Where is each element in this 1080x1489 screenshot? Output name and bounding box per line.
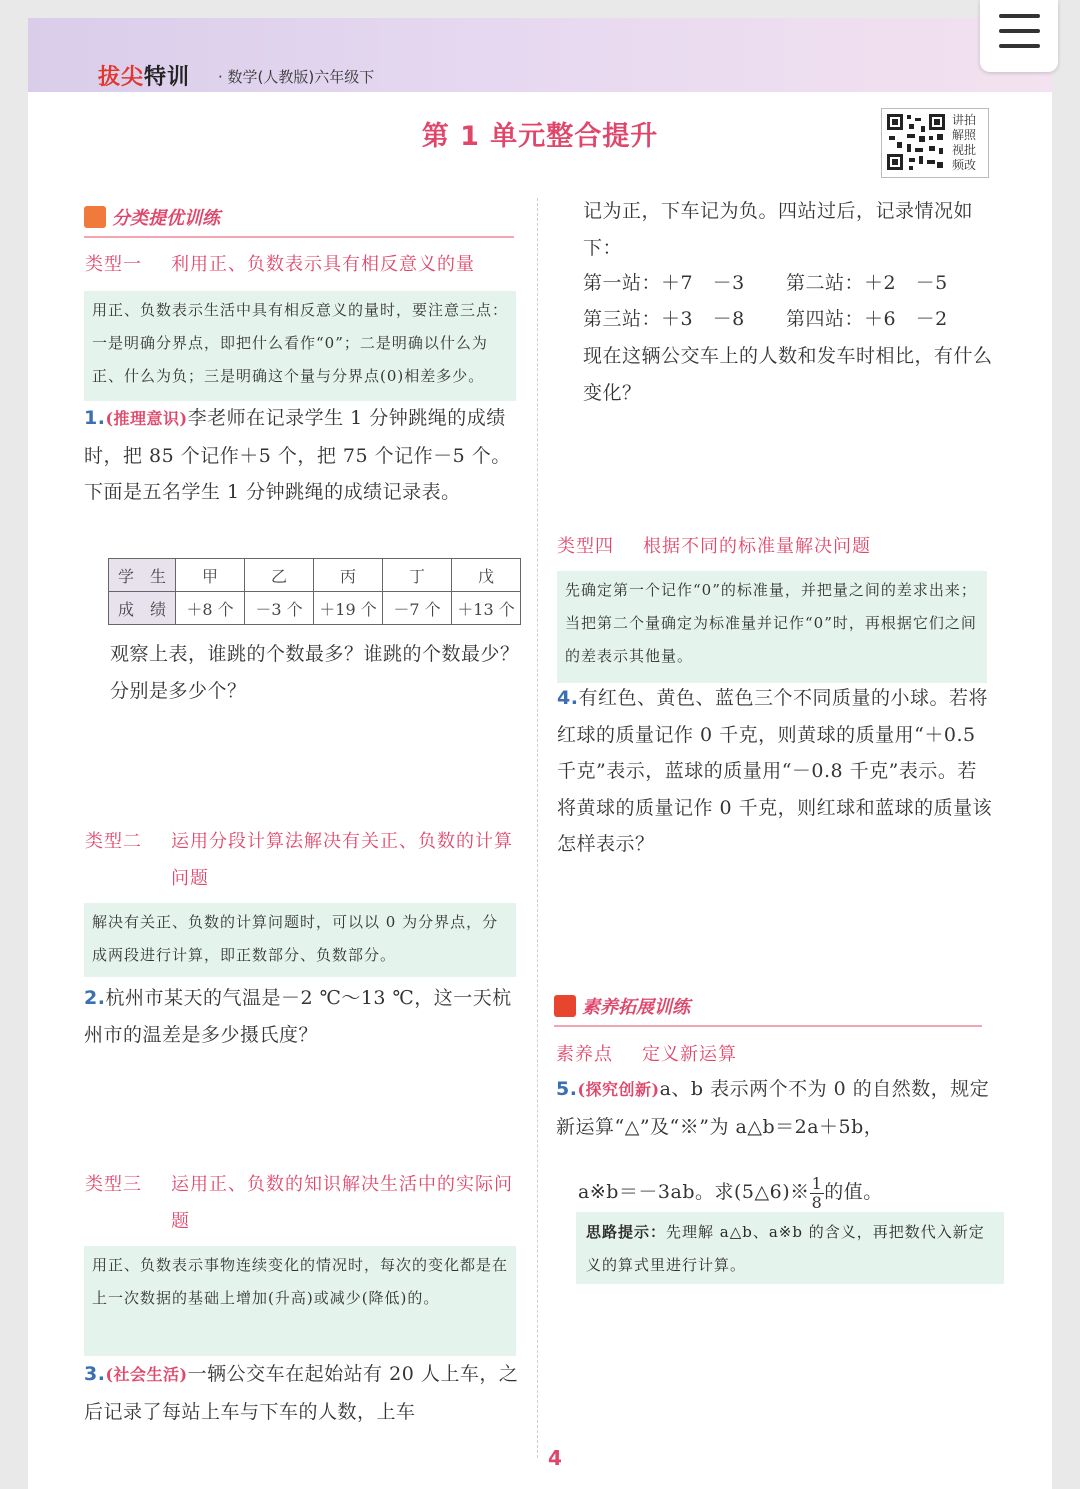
brand-logo: [98, 60, 190, 91]
question-number: 5.: [556, 1078, 578, 1100]
question-text: 杭州市某天的气温是－2 ℃～13 ℃，这一天杭州市的温差是多少摄氏度？: [84, 987, 512, 1046]
question-number: 3.: [84, 1363, 106, 1385]
question-1: [84, 400, 520, 511]
type-label: 类型四: [557, 536, 614, 557]
type-label: 类型三: [85, 1174, 142, 1195]
fraction: [810, 1175, 825, 1212]
literacy-point-header: [556, 1036, 996, 1073]
question-number: 4.: [557, 687, 579, 709]
section-label: 分类提优训练: [112, 208, 220, 229]
table-cell: 甲: [176, 559, 245, 592]
type-two-header: [85, 823, 525, 897]
question-text: 有红色、黄色、蓝色三个不同质量的小球。若将红球的质量记作 0 千克，则黄球的质量用“＋0.5 千克”表示，蓝球的质量用“－0.8 千克”表示。若将黄球的质量记作 0 千克，则红球和蓝球的质量该怎样表示？: [557, 687, 993, 855]
formula-text: a※b＝－3ab。求(5△6)※: [578, 1181, 810, 1203]
score-table: [108, 558, 521, 625]
fraction-numerator: 1: [811, 1173, 823, 1193]
table-cell: ＋13 个: [452, 592, 521, 625]
column-divider: [537, 198, 538, 1458]
question-2: [84, 980, 520, 1053]
section-header-extension: [554, 993, 982, 1027]
qr-caption-line: 视批: [952, 143, 977, 157]
hint-label: 思路提示：: [586, 1223, 667, 1241]
question-text: a、b 表示两个不为 0 的自然数，规定新运算“△”及“※”为 a△b＝2a＋5b，: [556, 1078, 990, 1138]
table-cell: 乙: [245, 559, 314, 592]
point-content: 定义新运算: [642, 1044, 737, 1065]
type-label: 类型一: [85, 254, 142, 275]
qr-caption-line: 频改: [952, 158, 977, 172]
station-4: 第四站：＋6 －2: [786, 308, 948, 330]
station-2: 第二站：＋2 －5: [786, 272, 948, 294]
table-cell: －3 个: [245, 592, 314, 625]
table-cell: 戊: [452, 559, 521, 592]
point-label: 素养点: [556, 1044, 613, 1065]
type-three-header: [85, 1166, 525, 1240]
qr-caption: [952, 113, 986, 173]
type-label: 类型二: [85, 831, 142, 852]
question-5: [556, 1071, 992, 1145]
table-header-cell: 成 绩: [109, 592, 176, 625]
station-1: 第一站：＋7 －3: [583, 272, 745, 294]
table-cell: ＋19 个: [314, 592, 383, 625]
qr-caption-line: 解照: [952, 128, 977, 142]
brand-black-text: 特训: [144, 65, 191, 90]
question-text: 一辆公交车在起始站有 20 人上车，之后记录了每站上车与下车的人数，上车: [84, 1363, 519, 1423]
formula-text: 的值。: [824, 1181, 883, 1203]
section-label: 素养拓展训练: [582, 997, 690, 1018]
question-number: 1.: [84, 407, 106, 429]
question-tag: (探究创新): [577, 1080, 660, 1099]
type-content: 利用正、负数表示具有相反意义的量: [171, 254, 475, 275]
qr-code-icon: [885, 112, 947, 172]
hint-text: 先理解 a△b、a※b 的含义，再把数代入新定义的算式里进行计算。: [586, 1223, 985, 1274]
type-two-tip: 解决有关正、负数的计算问题时，可以以 0 为分界点，分成两段进行计算，即正数部分、负数部分。: [84, 903, 516, 977]
qr-code[interactable]: [881, 108, 989, 178]
table-header-cell: 学 生: [109, 559, 176, 592]
question-tag: (社会生活): [105, 1365, 188, 1384]
table-row: [109, 559, 521, 592]
station-3: 第三站：＋3 －8: [583, 308, 745, 330]
type-one-header: [85, 246, 525, 283]
question-3-ask: 现在这辆公交车上的人数和发车时相比，有什么变化？: [583, 345, 993, 404]
book-subtitle: · 数学(人教版)六年级下: [218, 68, 375, 86]
type-four-header: [557, 528, 997, 565]
section-header-training: [84, 204, 514, 238]
table-cell: 丙: [314, 559, 383, 592]
document-page: [28, 18, 1052, 1489]
question-1-ask: 观察上表，谁跳的个数最多？谁跳的个数最少？分别是多少个？: [110, 643, 520, 702]
page-title: 第 1 单元整合提升: [421, 121, 659, 152]
table-row: [109, 592, 521, 625]
table-cell: －7 个: [383, 592, 452, 625]
section-icon: [84, 206, 106, 228]
type-four-tip: 先确定第一个记作“0”的标准量，并把量之间的差求出来；当把第二个量确定为标准量并记作“0”时，再根据它们之间的差表示其他量。: [557, 571, 987, 683]
type-content: 运用正、负数的知识解决生活中的实际问题: [171, 1174, 513, 1232]
menu-icon-bar: [999, 44, 1040, 48]
type-content: 根据不同的标准量解决问题: [643, 536, 871, 557]
question-text: 李老师在记录学生 1 分钟跳绳的成绩时，把 85 个记作＋5 个，把 75 个记作－5 个。下面是五名学生 1 分钟跳绳的成绩记录表。: [84, 407, 511, 503]
qr-caption-line: 讲拍: [952, 113, 977, 127]
menu-button[interactable]: [980, 0, 1058, 72]
table-cell: ＋8 个: [176, 592, 245, 625]
menu-icon-bar: [999, 14, 1040, 18]
hint-box: [576, 1212, 1004, 1284]
table-cell: 丁: [383, 559, 452, 592]
question-4: [557, 680, 993, 863]
question-number: 2.: [84, 987, 106, 1009]
menu-icon-bar: [999, 29, 1040, 33]
fraction-denominator: 8: [811, 1192, 823, 1212]
section-icon: [554, 995, 576, 1017]
type-one-tip: 用正、负数表示生活中具有相反意义的量时，要注意三点：一是明确分界点，即把什么看作“0”；二是明确以什么为正、什么为负；三是明确这个量与分界点(0)相差多少。: [84, 291, 516, 401]
brand-red-text: 拔尖: [98, 65, 145, 90]
type-content: 运用分段计算法解决有关正、负数的计算问题: [171, 831, 513, 889]
question-5-formula: [578, 1168, 992, 1216]
question-3: [84, 1356, 520, 1430]
type-three-tip: 用正、负数表示事物连续变化的情况时，每次的变化都是在上一次数据的基础上增加(升高)或减少(降低)的。: [84, 1246, 516, 1356]
page-number: 4: [548, 1446, 562, 1470]
question-3-continued: 记为正，下车记为负。四站过后，记录情况如下：: [583, 200, 974, 259]
question-tag: (推理意识): [105, 409, 188, 428]
